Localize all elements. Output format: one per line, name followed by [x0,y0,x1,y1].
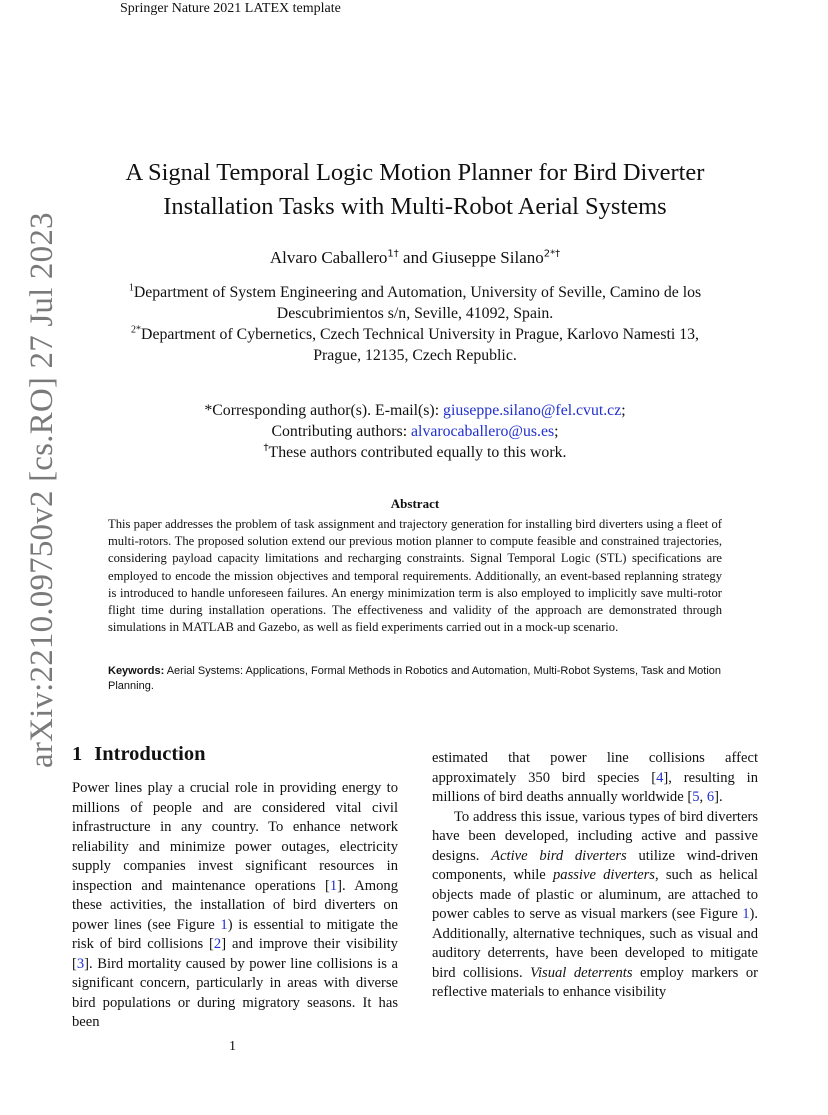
affiliation-mark: 1 [128,282,134,294]
paragraph: To address this issue, various types of bird diverters have been developed, including active and passive designs. Active bird diverters utilize wind-driven components, while passive diverters, such as helical objects made of plastic or aluminum, are attached to power cables to serve as visual markers (see Figure 1). Additionally, alternative techniques, such as visual and auditory deterrents, have been developed to mitigate bird collisions. Visual deterrents employ markers or reflective materials to enhance visibility [432,808,758,1000]
figure-link[interactable]: 1 [220,916,228,933]
paragraph: estimated that power line collisions affect approximately 350 bird species [4], resulting in millions of bird deaths annually worldwide [5, 6]. [432,750,758,805]
corresponding-label: *Corresponding author(s). E-mail(s): [204,402,444,419]
citation-link[interactable]: 4 [656,769,664,786]
citation-link[interactable]: 1 [329,877,338,894]
contributing-authors [105,421,725,442]
paragraph: Power lines play a crucial role in providing energy to millions of people and are considered vital civil infrastructure in any country. To enhance network reliability and minimize power outages, electricity supply companies invest significant resources in inspection and maintenance operations [1]. Among these activities, the installation of bird diverters on power lines (see Figure 1) is essential to mitigate the risk of bird collisions [2] and improve their visibility [3]. Bird mortality caused by power line collisions is a significant concern, particularly in areas with diverse bird populations or during migratory seasons. It has been [72,780,398,1030]
figure-link[interactable]: 1 [742,906,750,922]
citation-link[interactable]: 2 [213,936,222,952]
corresponding-email-link[interactable]: giuseppe.silano@fel.cvut.cz [443,402,622,419]
affiliation-line: Department of Cybernetics, Czech Technical University in Prague, Karlovo Namesti 13, [141,326,699,343]
citation-link[interactable]: 5 [692,789,700,805]
section-heading [72,743,206,766]
affiliation-mark: 2* [131,324,142,336]
author-marks: 2*† [543,248,561,260]
section-number: 1 [72,743,83,765]
equal-contribution-text: These authors contributed equally to this work. [268,444,567,461]
author-name: Giuseppe Silano [431,248,544,267]
left-column [72,779,398,1033]
contributing-email-link[interactable]: alvarocaballero@us.es [411,423,555,440]
arxiv-stamp [22,212,62,768]
dagger-mark: † [263,442,269,454]
affiliation-line: Department of System Engineering and Automation, University of Seville, Camino de los [133,284,702,301]
author-connector: and [398,248,432,267]
keywords-text: Aerial Systems: Applications, Formal Methods in Robotics and Automation, Multi-Robot Systems, Task and Motion Planning. [108,665,722,692]
author-list [80,248,750,268]
title-line-1: A Signal Temporal Logic Motion Planner for Bird Diverter [125,159,705,186]
corresponding-author [105,400,725,421]
affiliation [105,324,725,345]
contact-info [105,400,725,463]
affiliation-line: Descubrimientos s/n, Seville, 41092, Spain. [276,305,554,322]
affiliation-line: Prague, 12135, Czech Republic. [313,347,517,364]
section-title: Introduction [94,743,206,765]
contributing-label: Contributing authors: [271,423,412,440]
author-marks: 1† [387,248,399,260]
author-name: Alvaro Caballero [269,248,388,267]
citation-link[interactable]: 3 [76,955,85,972]
keywords-label: Keywords: [108,665,165,677]
paper-title [80,156,750,224]
arxiv-stamp-text: arXiv:2210.09750v2 [cs.RO] 27 Jul 2023 [24,212,60,768]
citation-link[interactable]: 6 [706,789,715,805]
abstract-heading: Abstract [390,496,440,511]
punctuation: ; [554,423,559,440]
title-line-2: Installation Tasks with Multi-Robot Aerial Systems [163,193,667,220]
affiliation [105,282,725,303]
page-number: 1 [229,1039,236,1054]
equal-contribution-note [105,442,725,463]
affiliations [105,282,725,366]
keywords [108,664,722,694]
punctuation: ; [621,402,626,419]
running-header: Springer Nature 2021 LATEX template [120,1,341,16]
abstract-text: This paper addresses the problem of task assignment and trajectory generation for installing bird diverters using a fleet of multi-rotors. The proposed solution extend our previous motion planner to compute feasible and constrained trajectories, considering payload capacity limitations and recharging constraints. Signal Temporal Logic (STL) specifications are employed to encode the mission objectives and temporal requirements. Additionally, an event-based replanning strategy is introduced to handle unforeseen failures. An energy minimization term is also employed to implicitly save multi-rotor flight time during installation operations. The effectiveness and validity of the approach are demonstrated through simulations in MATLAB and Gazebo, as well as field experiments carried out in a mock-up scenario. [108,517,722,635]
right-column [432,749,758,1003]
